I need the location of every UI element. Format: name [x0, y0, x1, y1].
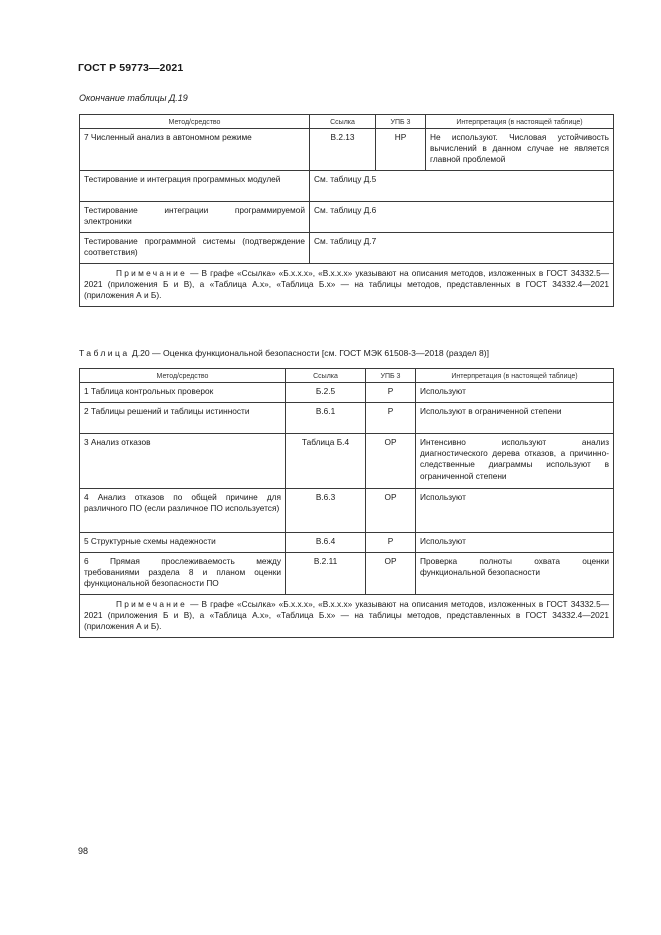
cell-level: Р — [366, 533, 416, 553]
column-header-level: УПБ 3 — [376, 115, 426, 129]
cell-method: 7 Численный анализ в автономном режиме — [80, 129, 310, 171]
cell-method: 3 Анализ отказов — [80, 434, 286, 489]
cell-ref: В.6.1 — [286, 403, 366, 434]
cell-interp: Используют — [416, 533, 614, 553]
table-note — [80, 264, 614, 307]
cell-ref: В.6.3 — [286, 489, 366, 533]
note-label: Примечание — [116, 268, 188, 278]
cell-method: 1 Таблица контрольных проверок — [80, 383, 286, 403]
methods-table-d20 — [79, 368, 614, 638]
table-caption — [79, 348, 489, 358]
cell-method: 2 Таблицы решений и таблицы истинности — [80, 403, 286, 434]
caption-text: Д.20 — Оценка функциональной безопасности [см. ГОСТ МЭК 61508-3—2018 (раздел 8)] — [129, 348, 490, 358]
column-header-interp: Интерпретация (в настоящей таблице) — [416, 369, 614, 383]
cell-method: Тестирование программной системы (подтверждение соответствия) — [80, 233, 310, 264]
note-text: — В графе «Ссылка» «Б.х.х.х», «В.х.х.х» указывают на описания методов, изложенных в ГОСТ 34332.5—2021 (приложения Б и В), а «Таблица А.х», «Таблица Б.х» — на таблицы методов, представленных в ГОСТ 34332.4—2021 (приложения А и Б). — [84, 599, 609, 632]
table-row — [80, 129, 614, 171]
cell-level: Р — [366, 383, 416, 403]
document-code: ГОСТ Р 59773—2021 — [78, 62, 184, 74]
cell-method: 6 Прямая прослеживаемость между требованиями раздела 8 и планом оценки функциональной безопасности ПО — [80, 553, 286, 595]
table-row — [80, 434, 614, 489]
column-header-method: Метод/средство — [80, 115, 310, 129]
cell-ref: Таблица Б.4 — [286, 434, 366, 489]
cell-interp: Используют — [416, 489, 614, 533]
table-row — [80, 553, 614, 595]
methods-table-d19 — [79, 114, 614, 307]
cell-level: ОР — [366, 489, 416, 533]
cell-method: 5 Структурные схемы надежности — [80, 533, 286, 553]
cell-level: ОР — [366, 434, 416, 489]
table-row — [80, 403, 614, 434]
table-row — [80, 533, 614, 553]
table-header-row — [80, 115, 614, 129]
column-header-ref: Ссылка — [310, 115, 376, 129]
page-number: 98 — [78, 846, 89, 856]
table-note — [80, 595, 614, 638]
cell-ref-merged: См. таблицу Д.5 — [310, 171, 614, 202]
table-row — [80, 489, 614, 533]
table-note-row — [80, 595, 614, 638]
table-continuation-caption: Окончание таблицы Д.19 — [79, 93, 188, 103]
cell-ref: В.2.13 — [310, 129, 376, 171]
cell-interp: Интенсивно используют анализ диагностического дерева отказов, а причинно-следственные диаграммы используют в ограниченной степени — [416, 434, 614, 489]
cell-ref-merged: См. таблицу Д.7 — [310, 233, 614, 264]
cell-method: Тестирование интеграции программируемой электроники — [80, 202, 310, 233]
table-note-row — [80, 264, 614, 307]
note-label: Примечание — [116, 599, 188, 609]
cell-ref: В.2.11 — [286, 553, 366, 595]
cell-ref-merged: См. таблицу Д.6 — [310, 202, 614, 233]
cell-level: ОР — [366, 553, 416, 595]
note-text: — В графе «Ссылка» «Б.х.х.х», «В.х.х.х» указывают на описания методов, изложенных в ГОСТ 34332.5—2021 (приложения Б и В), а «Таблица А.х», «Таблица Б.х» — на таблицы методов, представленных в ГОСТ 34332.4—2021 (приложения А и Б). — [84, 268, 609, 301]
table-row — [80, 171, 614, 202]
cell-interp: Используют в ограниченной степени — [416, 403, 614, 434]
table-header-row — [80, 369, 614, 383]
column-header-interp: Интерпретация (в настоящей таблице) — [426, 115, 614, 129]
column-header-ref: Ссылка — [286, 369, 366, 383]
column-header-method: Метод/средство — [80, 369, 286, 383]
cell-method: 4 Анализ отказов по общей причине для различного ПО (если различное ПО используется) — [80, 489, 286, 533]
table-row — [80, 233, 614, 264]
cell-method: Тестирование и интеграция программных модулей — [80, 171, 310, 202]
table-row — [80, 383, 614, 403]
cell-ref: В.6.4 — [286, 533, 366, 553]
caption-label: Таблица — [79, 348, 130, 358]
column-header-level: УПБ 3 — [366, 369, 416, 383]
cell-level: НР — [376, 129, 426, 171]
cell-ref: Б.2.5 — [286, 383, 366, 403]
table-row — [80, 202, 614, 233]
cell-interp: Используют — [416, 383, 614, 403]
cell-interp: Не используют. Числовая устойчивость вычислений в данном случае не является главной проблемой — [426, 129, 614, 171]
cell-interp: Проверка полноты охвата оценки функциональной безопасности — [416, 553, 614, 595]
cell-level: Р — [366, 403, 416, 434]
